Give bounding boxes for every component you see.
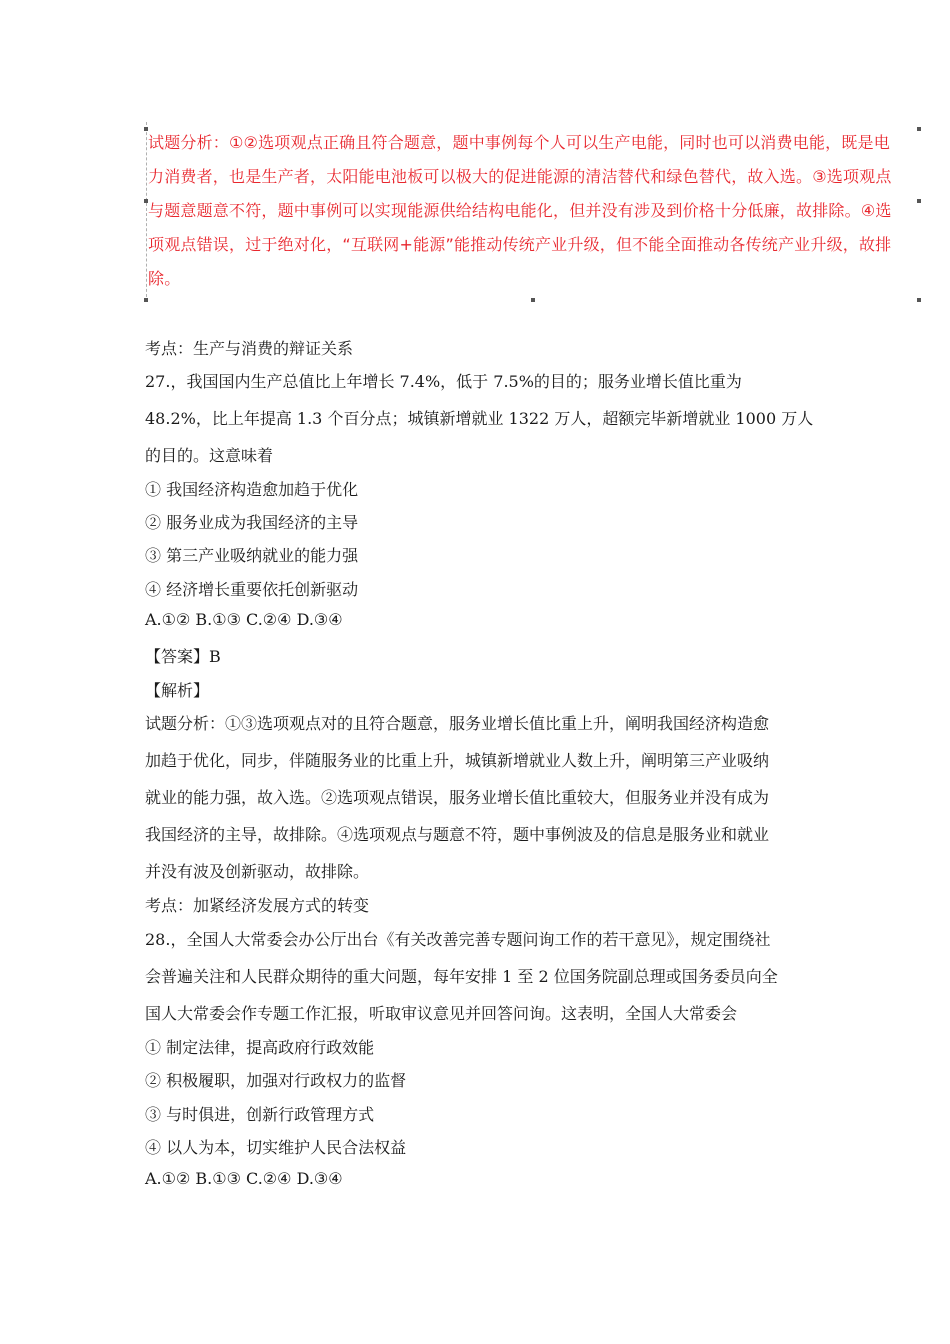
q27-stem-line: 的目的。这意味着: [145, 446, 274, 465]
q27-stem-line: 48.2%，比上年提高 1.3 个百分点；城镇新增就业 1322 万人，超额完毕新增就业 1000 万人: [145, 409, 814, 428]
q27-answer: 【答案】B: [145, 647, 221, 666]
q27-stem-line: 27.，我国国内生产总值比上年增长 7.4%，低于 7.5%的目的；服务业增长值比重为: [145, 372, 742, 391]
q27-analysis-line: 加趋于优化，同步，伴随服务业的比重上升，城镇新增就业人数上升，阐明第三产业吸纳: [145, 751, 770, 770]
resize-handle-bottom-left[interactable]: [144, 298, 148, 302]
resize-handle-bottom-center[interactable]: [531, 298, 535, 302]
analysis-line: 项观点错误，过于绝对化，“互联网+能源”能推动传统产业升级，但不能全面推动各传统产业升级，故排: [148, 235, 892, 254]
q27-option: ④ 经济增长重要依托创新驱动: [145, 580, 359, 599]
q27-analysis-line: 并没有波及创新驱动，故排除。: [145, 862, 370, 881]
q27-analysis-line: 我国经济的主导，故排除。④选项观点与题意不符，题中事例波及的信息是服务业和就业: [145, 825, 770, 844]
analysis-line: 与题意题意不符，题中事例可以实现能源供给结构电能化，但并没有涉及到价格十分低廉，故排除。④选: [148, 201, 892, 220]
q27-knowledge-point: 考点：加紧经济发展方式的转变: [145, 896, 370, 915]
q26-knowledge-point: 考点：生产与消费的辩证关系: [145, 339, 354, 358]
q27-analysis-line: 试题分析：①③选项观点对的且符合题意，服务业增长值比重上升，阐明我国经济构造愈: [145, 714, 770, 733]
resize-handle-bottom-right[interactable]: [917, 298, 921, 302]
q28-option: ① 制定法律，提高政府行政效能: [145, 1038, 375, 1057]
q28-option: ④ 以人为本，切实维护人民合法权益: [145, 1138, 407, 1157]
q27-option: ② 服务业成为我国经济的主导: [145, 513, 359, 532]
analysis-line: 试题分析：①②选项观点正确且符合题意，题中事例每个人可以生产电能，同时也可以消费电能，既是电: [148, 133, 890, 152]
q27-option: ③ 第三产业吸纳就业的能力强: [145, 546, 359, 565]
q28-choices: A.①② B.①③ C.②④ D.③④: [145, 1169, 343, 1188]
q28-option: ② 积极履职，加强对行政权力的监督: [145, 1071, 407, 1090]
q27-analysis-label: 【解析】: [145, 681, 210, 700]
q28-stem-line: 28.，全国人大常委会办公厅出台《有关改善完善专题问询工作的若干意见》，规定围绕社: [145, 930, 771, 949]
analysis-line: 力消费者，也是生产者，太阳能电池板可以极大的促进能源的清洁替代和绿色替代，故入选。③选项观点: [148, 167, 892, 186]
analysis-line: 除。: [148, 269, 181, 288]
analysis-textbox[interactable]: [148, 126, 918, 296]
q27-analysis-line: 就业的能力强，故入选。②选项观点错误，服务业增长值比重较大，但服务业并没有成为: [145, 788, 770, 807]
q28-stem-line: 会普遍关注和人民群众期待的重大问题，每年安排 1 至 2 位国务院副总理或国务委员向全: [145, 967, 778, 986]
q28-option: ③ 与时俱进，创新行政管理方式: [145, 1105, 375, 1124]
q27-option: ① 我国经济构造愈加趋于优化: [145, 480, 359, 499]
q27-choices: A.①② B.①③ C.②④ D.③④: [145, 610, 343, 629]
q28-stem-line: 国人大常委会作专题工作汇报，听取审议意见并回答问询。这表明，全国人大常委会: [145, 1004, 738, 1023]
